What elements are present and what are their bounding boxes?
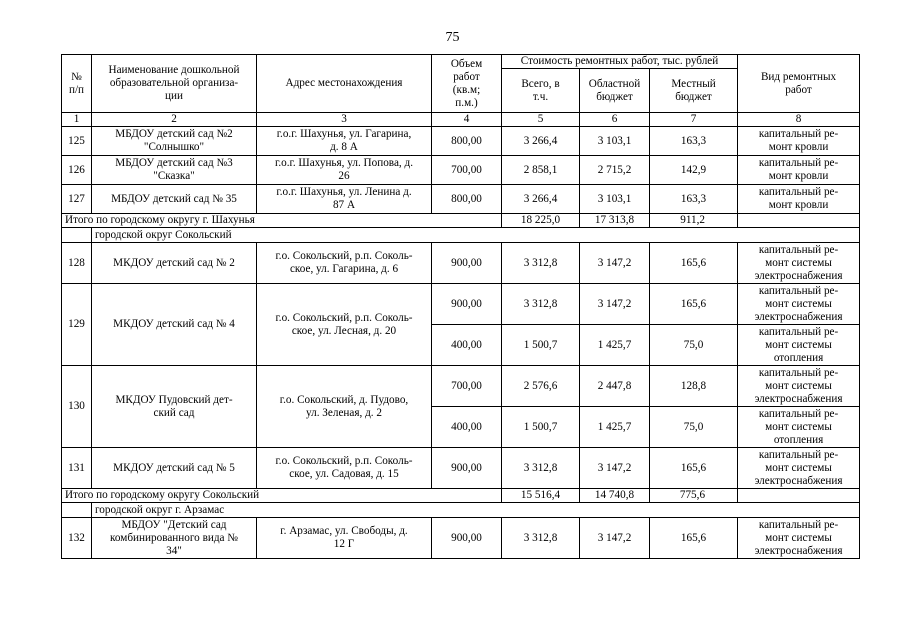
cost-local: 142,9 [650,156,738,185]
header-work-type: Вид ремонтных работ [738,55,860,113]
row-number: 129 [62,284,92,366]
org-name: МБДОУ детский сад № 35 [92,185,257,214]
col-number: 5 [502,113,580,127]
group-empty [62,228,92,243]
group-title: городской округ Сокольский [92,228,860,243]
subtotal-total: 15 516,4 [502,489,580,503]
org-address: г.о. Сокольский, д. Пудово, ул. Зеленая, д. 2 [257,366,432,448]
column-number-row [62,113,860,127]
subtotal-label: Итого по городскому округу Сокольский [62,489,502,503]
row-number: 128 [62,243,92,284]
org-name: МКДОУ детский сад № 4 [92,284,257,366]
org-name: МКДОУ детский сад № 2 [92,243,257,284]
cost-total: 2 576,6 [502,366,580,407]
cost-local: 165,6 [650,448,738,489]
table-row [62,243,860,284]
page-number: 75 [445,30,460,45]
work-type: капитальный ре- монт системы электроснабжения [738,243,860,284]
table-row [62,127,860,156]
col-number: 3 [257,113,432,127]
cost-local: 75,0 [650,325,738,366]
group-row [62,228,860,243]
cost-total: 3 312,8 [502,448,580,489]
work-volume: 400,00 [432,325,502,366]
table-row [62,156,860,185]
col-number: 1 [62,113,92,127]
cost-local: 163,3 [650,185,738,214]
org-name: МКДОУ Пудовский дет- ский сад [92,366,257,448]
group-empty [62,503,92,518]
cost-regional: 2 447,8 [580,366,650,407]
cost-local: 163,3 [650,127,738,156]
cost-total: 1 500,7 [502,407,580,448]
cost-total: 3 312,8 [502,518,580,559]
subtotal-label: Итого по городскому округу г. Шахунья [62,214,502,228]
cost-local: 165,6 [650,284,738,325]
table-row [62,185,860,214]
subtotal-regional: 17 313,8 [580,214,650,228]
subtotal-local: 775,6 [650,489,738,503]
col-number: 4 [432,113,502,127]
cost-regional: 3 147,2 [580,284,650,325]
work-volume: 700,00 [432,366,502,407]
work-volume: 900,00 [432,243,502,284]
header-volume: Объем работ (кв.м; п.м.) [432,55,502,113]
cost-total: 1 500,7 [502,325,580,366]
cost-regional: 1 425,7 [580,325,650,366]
row-number: 132 [62,518,92,559]
cost-regional: 3 147,2 [580,518,650,559]
org-address: г.о.г. Шахунья, ул. Гагарина, д. 8 А [257,127,432,156]
header-local: Местный бюджет [650,69,738,113]
org-name: МБДОУ "Детский сад комбинированного вида № 34" [92,518,257,559]
org-address: г. Арзамас, ул. Свободы, д. 12 Г [257,518,432,559]
cost-local: 75,0 [650,407,738,448]
table-row [62,366,860,407]
org-address: г.о.г. Шахунья, ул. Ленина д. 87 А [257,185,432,214]
cost-regional: 1 425,7 [580,407,650,448]
work-volume: 800,00 [432,127,502,156]
cost-local: 165,6 [650,518,738,559]
subtotal-row [62,489,860,503]
work-type: капитальный ре- монт системы электроснабжения [738,518,860,559]
cost-total: 3 312,8 [502,284,580,325]
cost-total: 2 858,1 [502,156,580,185]
group-title: городской округ г. Арзамас [92,503,860,518]
subtotal-local: 911,2 [650,214,738,228]
cost-total: 3 266,4 [502,127,580,156]
header-cost-group: Стоимость ремонтных работ, тыс. рублей [502,55,738,69]
work-volume: 900,00 [432,518,502,559]
org-address: г.о. Сокольский, р.п. Соколь- ское, ул. Гагарина, д. 6 [257,243,432,284]
work-type: капитальный ре- монт кровли [738,156,860,185]
work-type: капитальный ре- монт кровли [738,185,860,214]
work-volume: 900,00 [432,448,502,489]
header-regional: Областной бюджет [580,69,650,113]
cost-regional: 3 147,2 [580,448,650,489]
cost-local: 128,8 [650,366,738,407]
work-type: капитальный ре- монт системы отопления [738,407,860,448]
table-row [62,518,860,559]
work-type: капитальный ре- монт кровли [738,127,860,156]
org-address: г.о. Сокольский, р.п. Соколь- ское, ул. Садовая, д. 15 [257,448,432,489]
table-row [62,284,860,325]
cost-local: 165,6 [650,243,738,284]
col-number: 6 [580,113,650,127]
cost-total: 3 266,4 [502,185,580,214]
work-volume: 800,00 [432,185,502,214]
row-number: 125 [62,127,92,156]
repair-costs-table [61,54,860,559]
header-name: Наименование дошкольной образовательной организа- ции [92,55,257,113]
header-num: № п/п [62,55,92,113]
col-number: 2 [92,113,257,127]
header-address: Адрес местонахождения [257,55,432,113]
subtotal-row [62,214,860,228]
subtotal-regional: 14 740,8 [580,489,650,503]
cost-total: 3 312,8 [502,243,580,284]
table-row [62,448,860,489]
work-type: капитальный ре- монт системы электроснабжения [738,448,860,489]
org-name: МБДОУ детский сад №3 "Сказка" [92,156,257,185]
group-row [62,503,860,518]
cost-regional: 3 103,1 [580,185,650,214]
cost-regional: 3 103,1 [580,127,650,156]
col-number: 8 [738,113,860,127]
subtotal-empty [738,489,860,503]
org-address: г.о.г. Шахунья, ул. Попова, д. 26 [257,156,432,185]
col-number: 7 [650,113,738,127]
work-volume: 900,00 [432,284,502,325]
cost-regional: 3 147,2 [580,243,650,284]
work-type: капитальный ре- монт системы электроснабжения [738,366,860,407]
work-volume: 400,00 [432,407,502,448]
org-name: МБДОУ детский сад №2 "Солнышко" [92,127,257,156]
subtotal-total: 18 225,0 [502,214,580,228]
row-number: 126 [62,156,92,185]
work-type: капитальный ре- монт системы отопления [738,325,860,366]
row-number: 130 [62,366,92,448]
subtotal-empty [738,214,860,228]
org-name: МКДОУ детский сад № 5 [92,448,257,489]
header-total: Всего, в т.ч. [502,69,580,113]
work-volume: 700,00 [432,156,502,185]
row-number: 131 [62,448,92,489]
row-number: 127 [62,185,92,214]
cost-regional: 2 715,2 [580,156,650,185]
org-address: г.о. Сокольский, р.п. Соколь- ское, ул. Лесная, д. 20 [257,284,432,366]
header-row-1 [62,55,860,69]
work-type: капитальный ре- монт системы электроснабжения [738,284,860,325]
